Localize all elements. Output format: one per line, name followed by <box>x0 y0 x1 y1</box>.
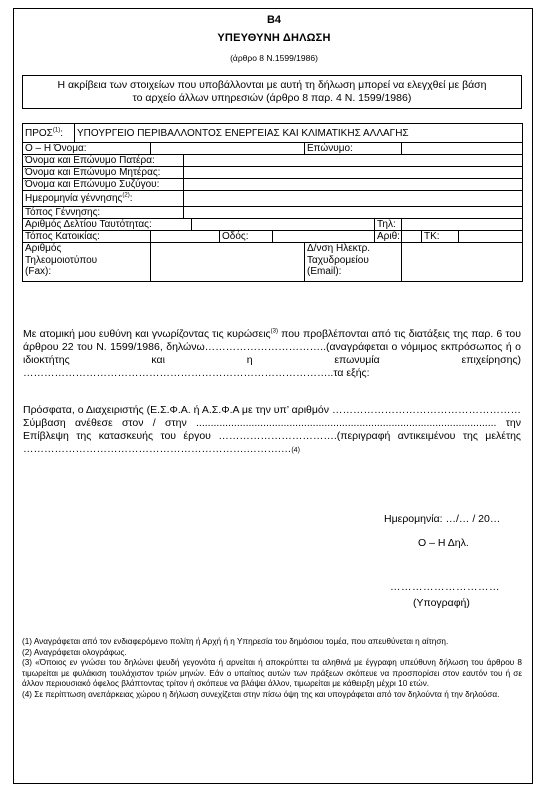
notice-line-1: Η ακρίβεια των στοιχείων που υποβάλλονται με αυτή τη δήλωση μπορεί να ελεγχθεί με βάση <box>57 79 487 91</box>
postcode-field[interactable] <box>459 231 523 243</box>
phone-field[interactable] <box>402 219 523 231</box>
id-number-label: Αριθμός Δελτίου Ταυτότητας: <box>23 219 192 231</box>
surname-label: Επώνυμο: <box>305 143 402 155</box>
declarant-label: Ο – Η Δηλ. <box>418 537 469 549</box>
birthdate-label-cell: Ημερομηνία γέννησης$^{(2)}$: <box>23 191 184 207</box>
spouse-name-field[interactable] <box>184 179 523 191</box>
birthplace-field[interactable] <box>184 207 523 219</box>
footnote-4: (4) Σε περίπτωση ανεπάρκειας χώρου η δήλωση συνεχίζεται στην πίσω όψη της και υπογράφεται από τον δηλούντα ή την δηλούσα. <box>22 689 500 699</box>
notice-line-2: το αρχείο άλλων υπηρεσιών (άρθρο 8 παρ. 4 Ν. 1599/1986) <box>132 92 412 104</box>
residence-field[interactable] <box>151 231 220 243</box>
to-value: ΥΠΟΥΡΓΕΙΟ ΠΕΡΙΒΑΛΛΟΝΤΟΣ ΕΝΕΡΓΕΙΑΣ ΚΑΙ ΚΛΙΜΑΤΙΚΗΣ ΑΛΛΑΓΗΣ <box>75 124 523 143</box>
footnotes <box>22 637 522 700</box>
fax-label-cell: Αριθμός Τηλεομοιοτύπου (Fax): <box>23 243 151 282</box>
footnote-1: (1) Αναγράφεται από τον ενδιαφερόμενο πολίτη ή Αρχή ή η Υπηρεσία του δημόσιου τομέα, που απευθύνεται η αίτηση. <box>22 637 449 646</box>
postcode-label: ΤΚ: <box>422 231 459 243</box>
father-name-field[interactable] <box>184 155 523 167</box>
spouse-name-label: Όνομα και Επώνυμο Συζύγου: <box>23 179 184 191</box>
surname-field[interactable] <box>402 143 523 155</box>
name-label: Ο – Η Όνομα: <box>23 143 151 155</box>
mother-name-label: Όνομα και Επώνυμο Μητέρας: <box>23 167 184 179</box>
birthplace-label: Τόπος Γέννησης: <box>23 207 184 219</box>
phone-label: Τηλ: <box>375 219 402 231</box>
street-field[interactable] <box>273 231 375 243</box>
street-label: Οδός: <box>220 231 273 243</box>
number-field[interactable] <box>402 231 422 243</box>
birthdate-field[interactable] <box>184 191 523 207</box>
document-subtitle: (άρθρο 8 Ν.1599/1986) <box>230 53 318 63</box>
number-label: Αριθ: <box>375 231 402 243</box>
signature-line[interactable]: ………………………… <box>390 581 500 593</box>
email-field[interactable] <box>402 243 523 282</box>
document-title: ΥΠΕΥΘΥΝΗ ΔΗΛΩΣΗ <box>217 32 331 44</box>
name-field[interactable] <box>151 143 305 155</box>
father-name-label: Όνομα και Επώνυμο Πατέρα: <box>23 155 184 167</box>
personal-details-table <box>22 123 523 282</box>
declaration-paragraph-1: Με ατομική μου ευθύνη και γνωρίζοντας τις κυρώσεις$^{(3)}$ που προβλέπονται από τις διατάξεις της παρ. 6 του άρθρου 22 του Ν. 1599/1986, δηλώνω……………………………..(αναγράφεται ο νόμιμος εκπρόσωπος ή ο ιδιοκτήτης και η επωνυμία επιχείρησης) ……………………………………………………………………………..τα εξής: <box>23 328 522 379</box>
mother-name-field[interactable] <box>184 167 523 179</box>
residence-label: Τόπος Κατοικίας: <box>23 231 151 243</box>
to-label-cell: ΠΡΟΣ$^{(1)}$: <box>23 124 75 143</box>
accuracy-notice <box>22 75 522 109</box>
footnote-3: (3) «Όποιος εν γνώσει του δηλώνει ψευδή γεγονότα ή αρνείται ή αποκρύπτει τα αληθινά με έγγραφη υπεύθυνη δήλωση του άρθρου 8 τιμωρείται με φυλάκιση τουλάχιστον τριών μηνών. Εάν ο υπαίτιος αυτών των πράξεων σκόπευε να προσπορίσει στον εαυτόν του ή σε άλλον περιουσιακό όφελος βλάπτοντας τρίτον ή σκόπευε να βλάψει άλλον, τιμωρείται με κάθειρξη μέχρι 10 ετών. <box>22 658 522 688</box>
email-label-cell: Δ/νση Ηλεκτρ. Ταχυδρομείου (Εmail): <box>305 243 402 282</box>
date-line: Ημερομηνία: …/… / 20… <box>384 513 501 525</box>
form-code: Β4 <box>266 14 282 26</box>
fax-field[interactable] <box>151 243 305 282</box>
id-number-field[interactable] <box>192 219 375 231</box>
signature-label: (Υπογραφή) <box>413 597 470 609</box>
declaration-paragraph-2: Πρόσφατα, ο Διαχειριστής (Ε.Σ.Φ.Α. ή Α.Σ.Φ.Α με την υπ’ αριθμόν ……………………………………………… Σύμβαση ανέθεσε στον / στην ....................................................................................................... την Επίβλεψη της κατασκευής του έργου …………………………….(περιγραφή αντικειμένου της μελέτης ……………………………………………………….……….…(4) <box>23 404 521 455</box>
footnote-2: (2) Αναγράφεται ολογράφως. <box>22 647 127 657</box>
